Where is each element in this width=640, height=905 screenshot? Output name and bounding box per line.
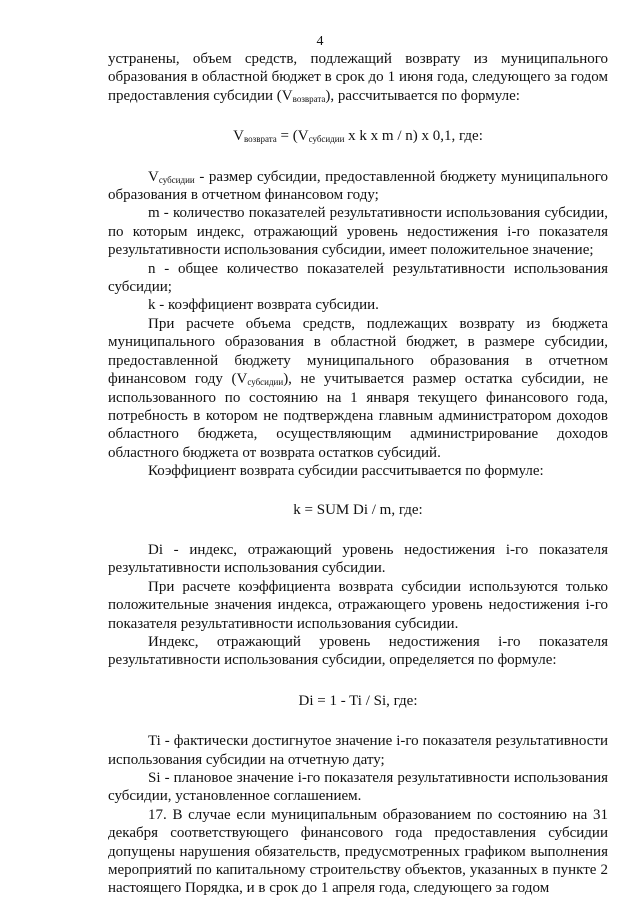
formula-coefficient: k = SUM Di / m, где: — [293, 501, 423, 518]
paragraph-k-definition: k - коэффициент возврата субсидии. — [148, 297, 379, 314]
formula-index: Di = 1 - Ti / Si, где: — [298, 692, 418, 709]
formula-return-volume — [108, 127, 608, 145]
paragraph-si-definition: Si - плановое значение i-го показателя результативности использования субсидии, установленное соглашением. — [108, 770, 608, 805]
subscript: субсидии — [247, 377, 284, 388]
paragraph-text: - размер субсидии, предоставленной бюджету муниципального образования в отчетном финансовом году; — [108, 168, 608, 204]
paragraph-return-amount — [108, 50, 608, 105]
formula-part: = (V — [276, 128, 309, 145]
paragraph-v-subsidy — [108, 168, 608, 205]
subscript: возврата — [292, 93, 326, 104]
paragraph-m-definition: m - количество показателей результативности использования субсидии, по которым индекс, отражающий уровень недостижения i-го показателя результативности использования субсидии, имеет положительное значение; — [108, 205, 608, 259]
formula-part: x k x m / n) x 0,1, где: — [344, 128, 483, 145]
paragraph-text: V — [148, 168, 159, 185]
paragraph-text: ), не учитывается размер остатка субсидии, не использованного по состоянию на 1 января текущего финансового года, потребность в котором не подтверждена главным администратором доходов областного бюджета, осуществляющим администрирование доходов областного бюджета от возврата остатков субсидий. — [108, 371, 608, 461]
paragraph-text: При расчете объема средств, подлежащих возврату из бюджета муниципального образования в областной бюджет, в размере субсидии, предоставленной бюджету муниципального образования в отчетном финансовом году (V — [108, 315, 608, 388]
subscript: субсидии — [308, 134, 345, 145]
subscript: возврата — [243, 134, 277, 145]
paragraph-n-definition: n - общее количество показателей результативности использования субсидии; — [108, 260, 608, 296]
paragraph-text: ), рассчитывается по формуле: — [325, 87, 520, 104]
paragraph-positive-values: При расчете коэффициента возврата субсидии используются только положительные значения индекса, отражающего уровень недостижения i-го показателя результативности использования субсидии. — [108, 578, 608, 632]
paragraph-item-17: 17. В случае если муниципальным образованием по состоянию на 31 декабря соответствующего финансового года предоставления субсидии допущены нарушения обязательств, предусмотренных графиком выполнения мероприятий по капитальному строительству объектов, указанных в пункте 2 настоящего Порядка, и в срок до 1 апреля года, следующего за годом — [108, 806, 608, 897]
formula-part: V — [233, 128, 244, 145]
paragraph-coefficient-intro: Коэффициент возврата субсидии рассчитывается по формуле: — [148, 463, 544, 480]
subscript: субсидии — [158, 174, 195, 185]
paragraph-text: устранены, объем средств, подлежащий возврату из муниципального образования в областной бюджет в срок до 1 июня года, следующего за годом предоставления субсидии (V — [108, 51, 608, 104]
paragraph-di-definition: Di - индекс, отражающий уровень недостижения i-го показателя результативности использования субсидии. — [108, 541, 608, 577]
paragraph-index-intro: Индекс, отражающий уровень недостижения i-го показателя результативности использования субсидии, определяется по формуле: — [108, 633, 608, 669]
paragraph-calculation-note — [108, 315, 608, 462]
paragraph-ti-definition: Ti - фактически достигнутое значение i-го показателя результативности использования субсидии на отчетную дату; — [108, 733, 608, 768]
document-body — [108, 50, 608, 898]
page-number: 4 — [316, 34, 324, 49]
